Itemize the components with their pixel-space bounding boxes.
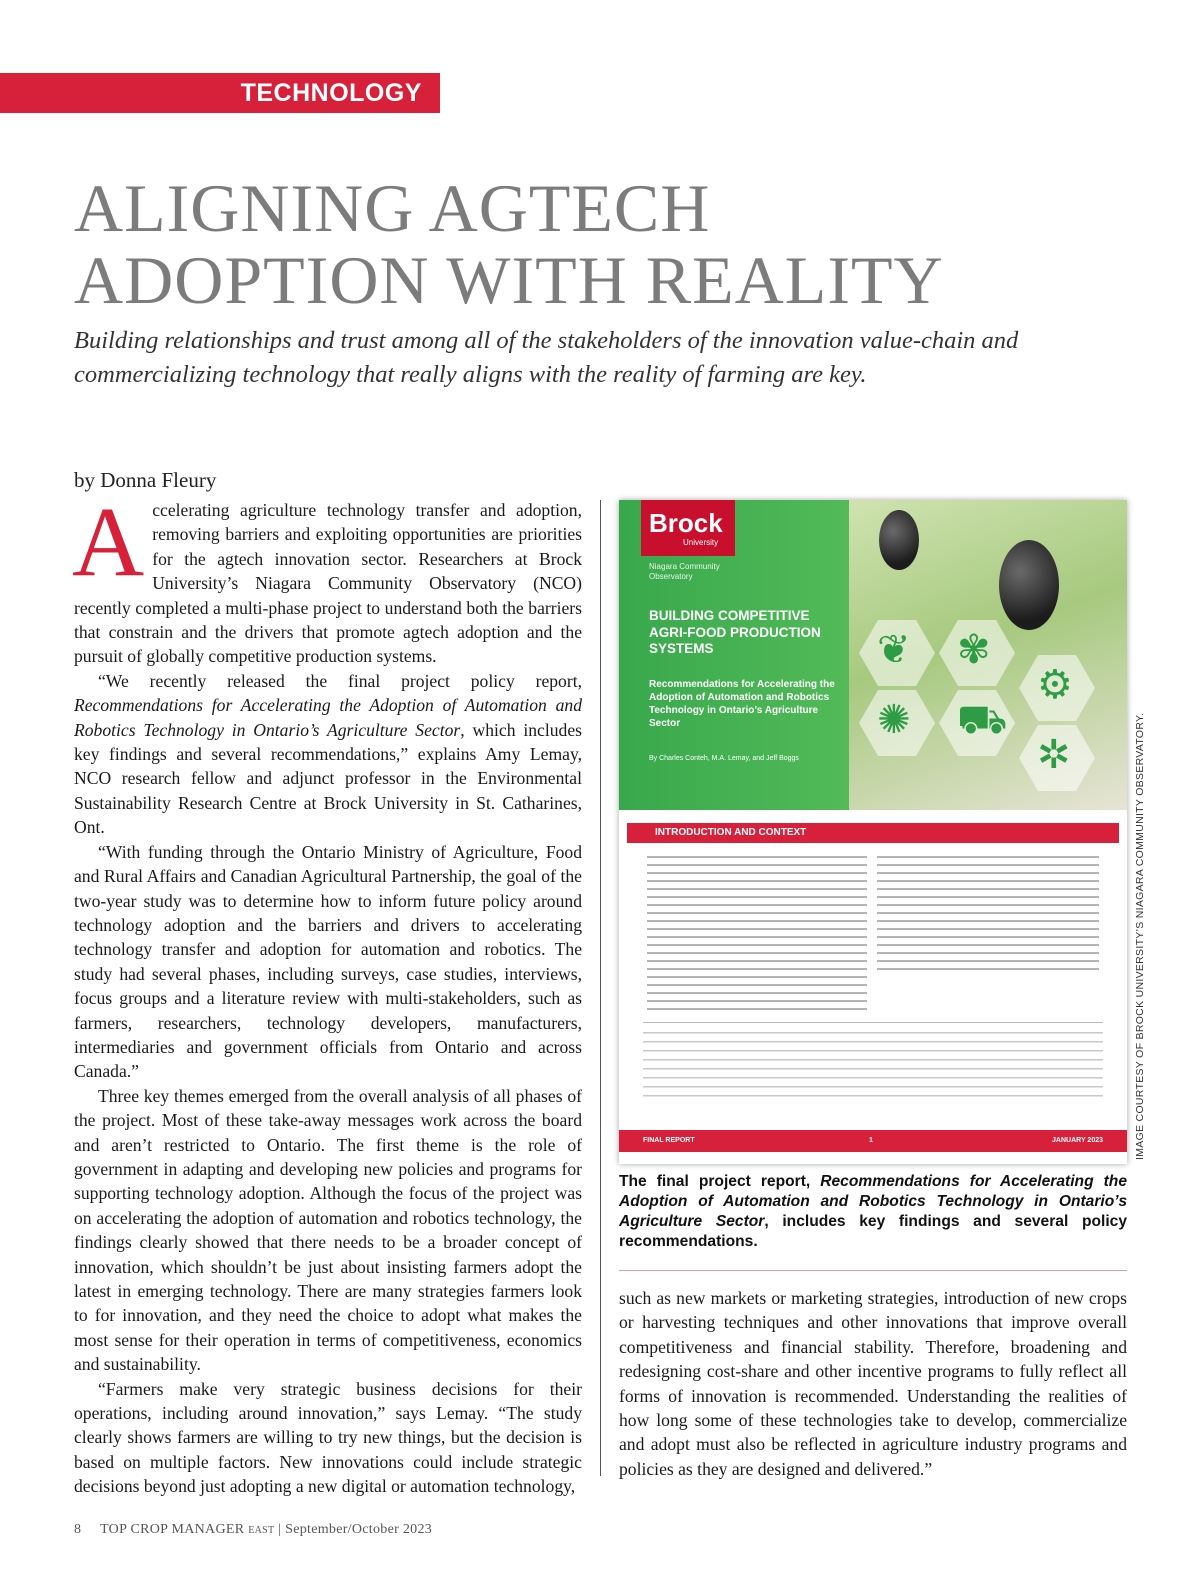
report-title-italic: Recommendations for Accelerating the Adoption of Automation and Robotics Technology in Ontario’s Agriculture Sector (74, 695, 582, 740)
page-number: 8 (74, 1522, 82, 1537)
column-divider (600, 500, 601, 1476)
body-column-left (72, 486, 582, 1499)
observatory-name: Niagara Community Observatory (649, 562, 720, 581)
article-deck: Building relationships and trust among all of the stakeholders of the innovation value-chain and commercializing technology that really aligns with the reality of farming are key. (74, 327, 1019, 388)
paragraph-1 (72, 486, 582, 669)
section-tag-label: TECHNOLOGY (240, 79, 422, 107)
caption-divider (619, 1270, 1127, 1271)
body-column-right (619, 1286, 1127, 1481)
cover-section-heading: INTRODUCTION AND CONTEXT (655, 827, 807, 838)
headline-line-1: ALIGNING AGTECH (74, 170, 711, 246)
caption-italic: Recommendations for Accelerating the Adoption of Automation and Robotics Technology in Ontario’s Agriculture Sector (619, 1173, 1127, 1230)
section-tag (0, 73, 440, 113)
issue-date: | September/October 2023 (278, 1522, 433, 1537)
cover-subtitle: Recommendations for Accelerating the Adoption of Automation and Robotics Technology in Ontario’s Agriculture Sector (649, 679, 835, 729)
article-headline (74, 172, 1134, 316)
cover-footer (619, 1130, 1127, 1152)
cover-photo (849, 500, 1127, 810)
paragraph-continued: such as new markets or marketing strategies, introduction of new crops or harvesting techniques and other innovations that improve overall competitiveness and financial stability. Therefore, broadening and redesigning cost-share and other incentive programs to fully reflect all forms of innovation is recommended. Understanding the realities of how long some of these technologies take to develop, commercialize and adopt must also be reflected in agriculture industry programs and policies as they are designed and delivered.” (619, 1288, 1127, 1479)
caption-text-b: , includes key findings and several policy recommendations. (619, 1213, 1128, 1250)
headline-line-2: ADOPTION WITH REALITY (74, 242, 944, 318)
paragraph-1-text: ccelerating agriculture technology transfer and adoption, removing barriers and exploiting opportunities are priorities for the agtech innovation sector. Researchers at Brock University’s Niagara Community Observatory (NCO) recently completed a multi-phase project to understand both the barriers that constrain and the drivers that promote agtech adoption and the pursuit of globally competitive production systems. (74, 500, 582, 667)
paragraph-5: “Farmers make very strategic business decisions for their operations, including around innovation,” says Lemay. “The study clearly shows farmers are willing to try new things, but the decision is based on multiple factors. New innovations could include strategic decisions beyond just adopting a new digital or automation technology, (74, 1378, 582, 1497)
chip-icon: ✺ (877, 697, 911, 743)
brock-wordmark: Brock (649, 508, 723, 538)
cover-title: BUILDING COMPETITIVE AGRI-FOOD PRODUCTION SYSTEMS (649, 608, 821, 656)
paragraph-2-text-b: , which includes key findings and several recommendations,” explains Amy Lemay, NCO research fellow and adjunct professor in the Environmental Sustainability Research Centre at Brock University in St. Catharines, Ont. (74, 719, 582, 838)
paragraph-2 (74, 669, 582, 840)
caption-text-a: The final project report, (619, 1173, 821, 1190)
bug-icon: ✲ (1037, 732, 1071, 778)
page-footer (74, 1522, 432, 1538)
tractor-icon: ⛟ (957, 697, 1008, 743)
brock-subtitle: University (683, 538, 719, 547)
cover-authors: By Charles Conteh, M.A. Lemay, and Jeff Boggs (649, 755, 799, 762)
paragraph-2-text-a: “We recently released the final project policy report, (98, 670, 582, 691)
photo-credit: IMAGE COURTESY OF BROCK UNIVERSITY’S NIAGARA COMMUNITY OBSERVATORY. (1134, 712, 1146, 1160)
cover-section-band (627, 823, 1119, 843)
drop-cap: A (72, 486, 145, 597)
grape-cluster (999, 540, 1059, 630)
cover-footnotes (643, 1032, 1103, 1104)
wheat-icon: ✾ (957, 627, 991, 673)
cover-footer-date: JANUARY 2023 (1052, 1137, 1103, 1144)
cover-footer-left: FINAL REPORT (643, 1137, 695, 1144)
magazine-name: TOP CROP MANAGER (100, 1522, 245, 1537)
report-cover-image (619, 500, 1127, 1164)
sprout-icon: ❦ (877, 627, 911, 673)
edition-label: EAST (248, 1525, 275, 1536)
cover-text-column (877, 856, 1099, 974)
robot-arm-icon: ⚙ (1037, 662, 1073, 708)
image-caption (619, 1172, 1127, 1252)
grape-cluster (879, 510, 919, 570)
paragraph-4: Three key themes emerged from the overall analysis of all phases of the project. Most of these take-away messages work across the board and aren’t restricted to Ontario. The first theme is the role of government in adapting and developing new policies and programs for supporting technology adoption. Although the focus of the project was on accelerating the adoption of automation and robotics technology, the findings clearly showed that there needs to be a broader concept of innovation, which shouldn’t be just about insisting farmers adopt the latest in emerging technology. There are many strategies farmers look to for innovation, and they need the choice to adopt what makes the most sense for their operation in terms of competitiveness, economics and sustainability. (74, 1085, 582, 1375)
paragraph-3: “With funding through the Ontario Ministry of Agriculture, Food and Rural Affairs and Canadian Agricultural Partnership, the goal of the two-year study was to determine how to inform future policy around technology adoption and the barriers and drivers to accelerating technology transfer and adoption for automation and robotics. The study had several phases, including surveys, case studies, interviews, focus groups and a literature review with multi-stakeholders, such as farmers, researchers, technology developers, manufacturers, intermediaries and government officials from Ontario and across Canada.” (74, 841, 582, 1082)
byline: by Donna Fleury (74, 468, 217, 492)
cover-text-column (647, 856, 867, 1014)
cover-footer-page: 1 (869, 1137, 873, 1144)
cover-notes-rule (643, 1022, 1103, 1023)
